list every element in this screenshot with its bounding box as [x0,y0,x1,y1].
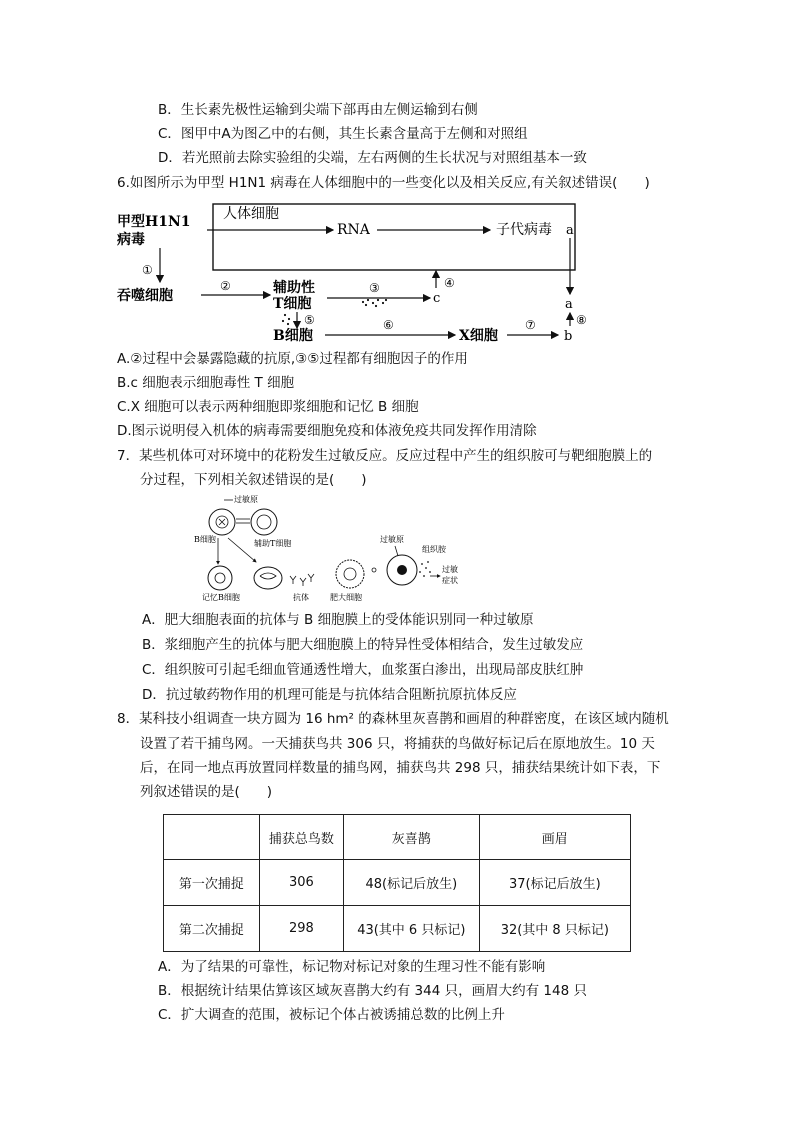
antibody-marks [290,574,314,586]
q8-stem-line-4: 列叙述错误的是( ) [140,784,273,800]
cytokine-dots [362,299,387,307]
table-row [164,860,631,906]
q7-option-a: A．肥大细胞表面的抗体与 B 细胞膜上的受体能识别同一种过敏原 [142,612,534,628]
table-cell: 32(其中 8 只标记) [479,906,630,952]
q6-option-b: B.c 细胞表示细胞毒性 T 细胞 [117,375,295,391]
table-cell: 43(其中 6 只标记) [344,906,480,952]
table-cell: 48(标记后放生) [344,860,480,906]
x-cell-label: X细胞 [459,328,498,344]
table-row [164,906,631,952]
table-cell: 第二次捕捉 [164,906,260,952]
table-header-cell: 画眉 [479,815,630,860]
progeny-virus-label: 子代病毒 [496,222,552,238]
helper-t-label-1: 辅助性 [273,280,315,296]
cytokine-dots-5 [282,314,290,325]
q6-stem: 6.如图所示为甲型 H1N1 病毒在人体细胞中的一些变化以及相关反应,有关叙述错误( ) [117,175,650,191]
table-cell: 第一次捕捉 [164,860,260,906]
antibody-label: 抗体 [293,593,309,602]
plasma-cell [254,567,282,589]
symptom-label-2: 症状 [442,576,458,585]
phagocyte-label: 吞噬细胞 [117,288,173,304]
step-6: ⑥ [383,318,394,332]
table-cell: 37(标记后放生) [479,860,630,906]
step-1: ① [142,263,153,277]
mast-cell-label: 肥大细胞 [330,593,362,602]
table-cell: 306 [259,860,343,906]
q7-allergy-diagram [190,492,460,604]
step-8: ⑧ [576,313,587,327]
virus-label-1: 甲型H1N1 [117,214,191,230]
step-5: ⑤ [304,313,315,327]
b-cell-label: B细胞 [194,535,216,544]
label-b: b [564,329,573,344]
symptom-label-1: 过敏 [442,565,458,574]
table-header-row [164,815,631,860]
q5-option-c: C．图甲中A为图乙中的右侧，其生长素含量高于左侧和对照组 [158,126,528,142]
allergen-top-label: 过敏原 [234,495,258,504]
q8-stem-line-2: 设置了若干捕鸟网。一天捕获鸟共 306 只，将捕获的鸟做好标记后在原地放生。10 天 [140,736,655,752]
human-cell-label: 人体细胞 [223,206,279,222]
q8-stem-line-1: 8．某科技小组调查一块方圆为 16 hm² 的森林里灰喜鹊和画眉的种群密度，在该区域内随机 [117,711,669,727]
q5-option-b: B．生长素先极性运输到尖端下部再由左侧运输到右侧 [158,102,478,118]
label-a-bottom: a [565,297,573,312]
memory-b-label: 记忆B细胞 [202,593,240,602]
b-cell-label: B细胞 [273,328,313,344]
q6-immune-diagram [115,198,595,348]
q7-option-c: C．组织胺可引起毛细血管通透性增大，血浆蛋白渗出，出现局部皮肤红肿 [142,662,584,678]
label-a-top: a [566,223,574,238]
q8-option-c: C．扩大调查的范围，被标记个体占被诱捕总数的比例上升 [158,1007,505,1023]
histamine-dots [419,561,431,577]
q8-option-a: A．为了结果的可靠性，标记物对标记对象的生理习性不能有影响 [158,959,546,975]
table-cell: 298 [259,906,343,952]
q8-option-b: B．根据统计结果估算该区域灰喜鹊大约有 344 只，画眉大约有 148 只 [158,983,587,999]
q7-option-d: D．抗过敏药物作用的机理可能是与抗体结合阻断抗原抗体反应 [142,687,517,703]
q7-stem-line-2: 分过程，下列相关叙述错误的是( ) [140,472,367,488]
step-7: ⑦ [525,318,536,332]
q7-option-b: B．浆细胞产生的抗体与肥大细胞膜上的特异性受体相结合，发生过敏发应 [142,637,584,653]
capture-table [163,814,631,952]
q8-stem-line-3: 后，在同一地点再放置同样数量的捕鸟网，捕获鸟共 298 只，捕获结果统计如下表，下 [140,760,661,776]
q7-stem-line-1: 7．某些机体可对环境中的花粉发生过敏反应。反应过程中产生的组织胺可与靶细胞膜上的 [117,448,653,464]
q5-option-d: D．若光照前去除实验组的尖端，左右两侧的生长状况与对照组基本一致 [158,150,587,166]
step-2: ② [220,279,231,293]
step-4: ④ [444,276,455,290]
virus-label-2: 病毒 [117,232,145,248]
q6-option-c: C.X 细胞可以表示两种细胞即浆细胞和记忆 B 细胞 [117,399,419,415]
q6-option-a: A.②过程中会暴露隐藏的抗原,③⑤过程都有细胞因子的作用 [117,351,468,367]
memory-b-cell [208,566,232,590]
mast-cell [336,560,364,588]
step-3: ③ [369,281,380,295]
q6-option-d: D.图示说明侵入机体的病毒需要细胞免疫和体液免疫共同发挥作用清除 [117,423,537,439]
rna-label: RNA [337,222,370,238]
table-header-cell [164,815,260,860]
histamine-label: 组织胺 [422,545,446,554]
helper-t-cell [251,509,277,535]
table-header-cell: 捕获总鸟数 [259,815,343,860]
helper-t-label-2: T细胞 [273,296,312,312]
table-header-cell: 灰喜鹊 [344,815,480,860]
helper-t-label: 辅助T细胞 [254,539,292,548]
label-c: c [433,291,441,306]
allergen-right-label: 过敏原 [380,535,404,544]
